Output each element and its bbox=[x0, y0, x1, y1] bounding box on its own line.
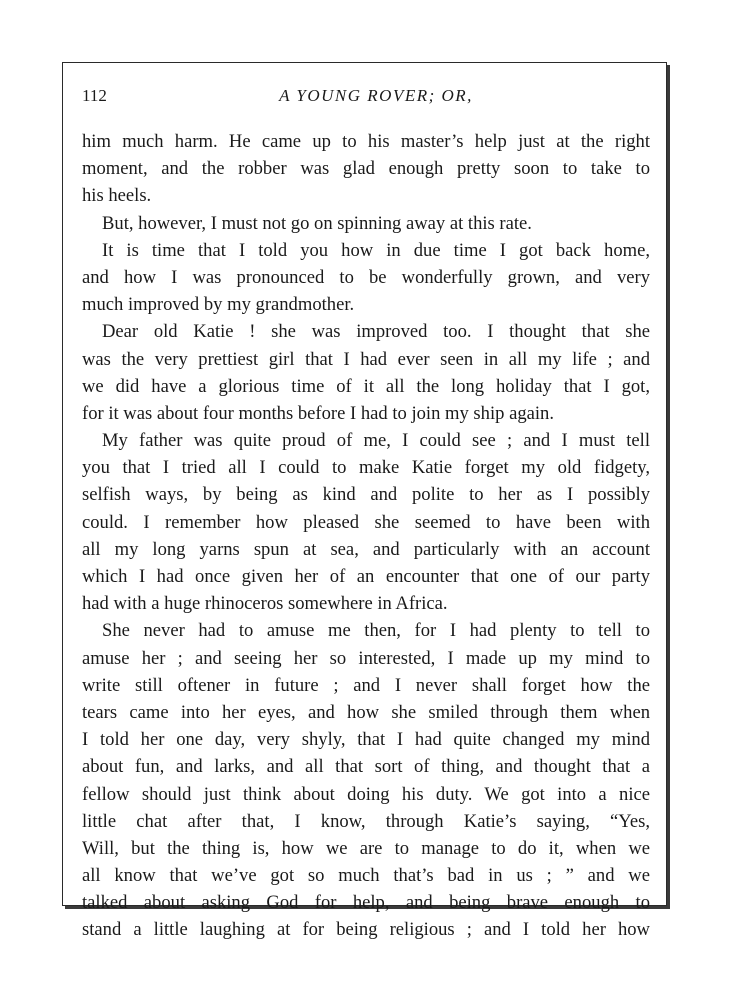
text-line: selfish ways, by being as kind and polite to her as I possibly bbox=[82, 484, 650, 506]
text-line: had with a huge rhinoceros somewhere in Africa. bbox=[82, 593, 448, 615]
text-line: I told her one day, very shyly, that I had quite changed my mind bbox=[82, 729, 650, 751]
text-line: talked about asking God for help, and being brave enough to bbox=[82, 892, 650, 914]
text-line: amuse her ; and seeing her so interested, I made up my mind to bbox=[82, 647, 650, 669]
text-line: about fun, and larks, and all that sort of thing, and thought that a bbox=[82, 756, 650, 778]
text-line: all know that we’ve got so much that’s bad in us ; ” and we bbox=[82, 865, 650, 887]
text-line: stand a little laughing at for being religious ; and I told her how bbox=[82, 919, 650, 941]
body-text bbox=[82, 128, 650, 944]
text-line: Will, but the thing is, how we are to manage to do it, when we bbox=[82, 837, 650, 859]
text-line: and how I was pronounced to be wonderfully grown, and very bbox=[82, 266, 650, 288]
text-line: fellow should just think about doing his duty. We got into a nice bbox=[82, 783, 650, 805]
text-line: for it was about four months before I had to join my ship again. bbox=[82, 402, 554, 424]
text-line: which I had once given her of an encounter that one of our party bbox=[82, 566, 650, 587]
text-line: write still oftener in future ; and I never shall forget how the bbox=[82, 674, 650, 696]
text-line: little chat after that, I know, through Katie’s saying, “Yes, bbox=[82, 810, 650, 832]
running-head: A YOUNG ROVER; OR, bbox=[279, 86, 473, 105]
text-line: could. I remember how pleased she seemed to have been with bbox=[82, 511, 650, 533]
text-line: But, however, I must not go on spinning away at this rate. bbox=[102, 212, 532, 234]
page-number: 112 bbox=[82, 86, 107, 105]
text-line: you that I tried all I could to make Katie forget my old fidgety, bbox=[82, 457, 650, 479]
text-line: much improved by my grandmother. bbox=[82, 294, 355, 316]
text-line: was the very prettiest girl that I had ever seen in all my life ; and bbox=[82, 348, 650, 370]
page-header bbox=[82, 86, 650, 110]
text-line: tears came into her eyes, and how she smiled through them when bbox=[82, 701, 650, 723]
text-line: It is time that I told you how in due time I got back home, bbox=[102, 239, 650, 261]
text-line: Dear old Katie ! she was improved too. I thought that she bbox=[102, 321, 650, 343]
text-line: My father was quite proud of me, I could see ; and I must tell bbox=[102, 430, 650, 452]
text-line: we did have a glorious time of it all the long holiday that I got, bbox=[82, 375, 650, 397]
text-line: his heels. bbox=[82, 185, 152, 207]
text-line: him much harm. He came up to his master’s help just at the right bbox=[82, 131, 650, 152]
text-line: moment, and the robber was glad enough pretty soon to take to bbox=[82, 158, 650, 180]
text-line: all my long yarns spun at sea, and particularly with an account bbox=[82, 538, 650, 560]
text-line: She never had to amuse me then, for I had plenty to tell to bbox=[102, 620, 650, 642]
